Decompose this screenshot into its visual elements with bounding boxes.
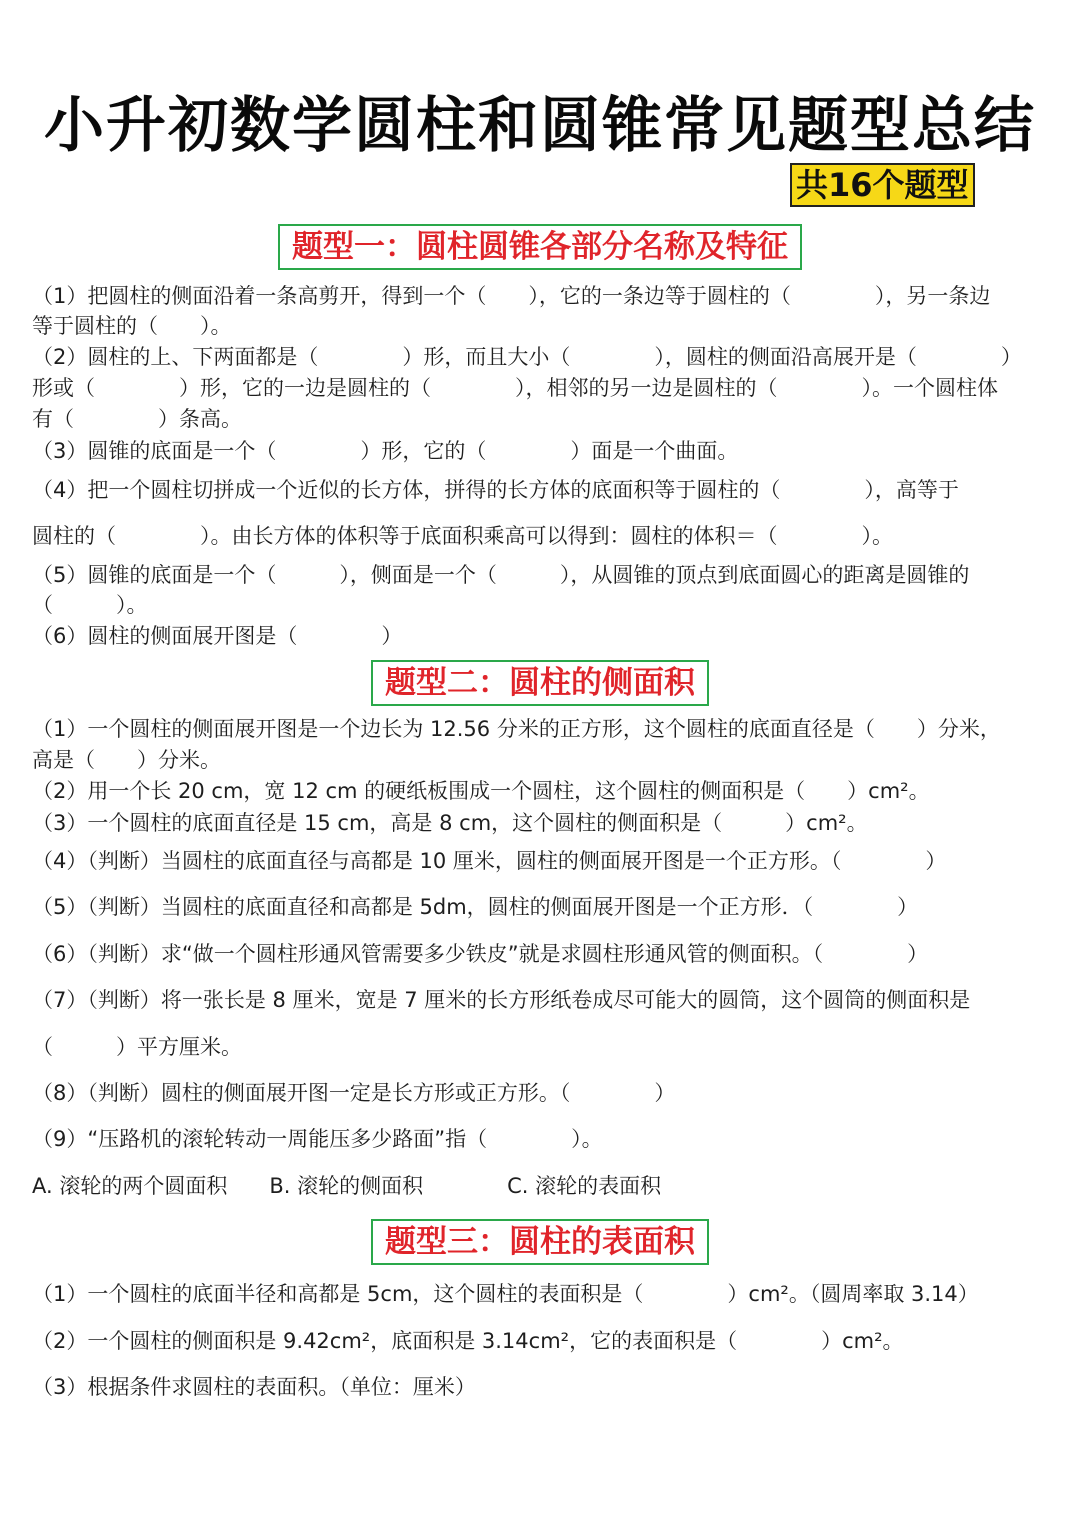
question-line: （9）“压路机的滚轮转动一周能压多少路面”指（ ）。 xyxy=(32,1127,603,1151)
question-line: （2）用一个长 20 cm，宽 12 cm 的硬纸板围成一个圆柱，这个圆柱的侧面积是（ ）cm²。 xyxy=(32,779,930,803)
question-line: （2）一个圆柱的侧面积是 9.42cm²，底面积是 3.14cm²，它的表面积是（ ）cm²。 xyxy=(32,1329,904,1353)
question-line: （7）（判断）将一张长是 8 厘米，宽是 7 厘米的长方形纸卷成尽可能大的圆筒，这个圆筒的侧面积是 xyxy=(32,988,971,1012)
section-heading-2: 题型二：圆柱的侧面积 xyxy=(0,660,1080,706)
question-line: （1）把圆柱的侧面沿着一条高剪开，得到一个（ ），它的一条边等于圆柱的（ ），另一条边 xyxy=(32,284,991,308)
question-line: 高是（ ）分米。 xyxy=(32,748,221,772)
question-line: （8）（判断）圆柱的侧面展开图一定是长方形或正方形。（ ） xyxy=(32,1081,676,1105)
question-line: （5）（判断）当圆柱的底面直径和高都是 5dm，圆柱的侧面展开图是一个正方形．（ ） xyxy=(32,895,919,919)
question-line: （1）一个圆柱的侧面展开图是一个边长为 12.56 分米的正方形，这个圆柱的底面直径是（ ）分米， xyxy=(32,717,1001,741)
question-line: （ ）平方厘米。 xyxy=(32,1035,242,1059)
answer-options: A. 滚轮的两个圆面积 B. 滚轮的侧面积 C. 滚轮的表面积 xyxy=(32,1174,662,1198)
question-line: （6）（判断）求“做一个圆柱形通风管需要多少铁皮”就是求圆柱形通风管的侧面积。（ ） xyxy=(32,942,929,966)
question-line: （4）（判断）当圆柱的底面直径与高都是 10 厘米，圆柱的侧面展开图是一个正方形。（ ） xyxy=(32,849,947,873)
question-line: （ ）。 xyxy=(32,593,148,617)
page-title: 小升初数学圆柱和圆锥常见题型总结 xyxy=(44,91,1036,161)
question-line: （6）圆柱的侧面展开图是（ ） xyxy=(32,624,403,648)
question-line: 有（ ）条高。 xyxy=(32,407,242,431)
question-line: （3）一个圆柱的底面直径是 15 cm，高是 8 cm，这个圆柱的侧面积是（ ）cm²。 xyxy=(32,811,868,835)
question-line: 等于圆柱的（ ）。 xyxy=(32,314,232,338)
question-line: （4）把一个圆柱切拼成一个近似的长方体，拼得的长方体的底面积等于圆柱的（ ），高等于 xyxy=(32,478,959,502)
question-line: （5）圆锥的底面是一个（ ），侧面是一个（ ），从圆锥的顶点到底面圆心的距离是圆锥的 xyxy=(32,563,970,587)
question-line: 形或（ ）形，它的一边是圆柱的（ ），相邻的另一边是圆柱的（ ）。一个圆柱体 xyxy=(32,376,998,400)
section-heading-3: 题型三：圆柱的表面积 xyxy=(0,1219,1080,1265)
section-heading-1: 题型一：圆柱圆锥各部分名称及特征 xyxy=(0,224,1080,270)
question-line: （2）圆柱的上、下两面都是（ ）形，而且大小（ ），圆柱的侧面沿高展开是（ ） xyxy=(32,345,1022,369)
question-line: （1）一个圆柱的底面半径和高都是 5cm，这个圆柱的表面积是（ ）cm²。（圆周率取 3.14） xyxy=(32,1282,979,1306)
question-line: 圆柱的（ ）。由长方体的体积等于底面积乘高可以得到：圆柱的体积＝（ ）。 xyxy=(32,524,893,548)
question-line: （3）根据条件求圆柱的表面积。（单位：厘米） xyxy=(32,1375,476,1399)
question-line: （3）圆锥的底面是一个（ ）形，它的（ ）面是一个曲面。 xyxy=(32,439,739,463)
type-count-badge: 共16个题型 xyxy=(790,163,975,207)
